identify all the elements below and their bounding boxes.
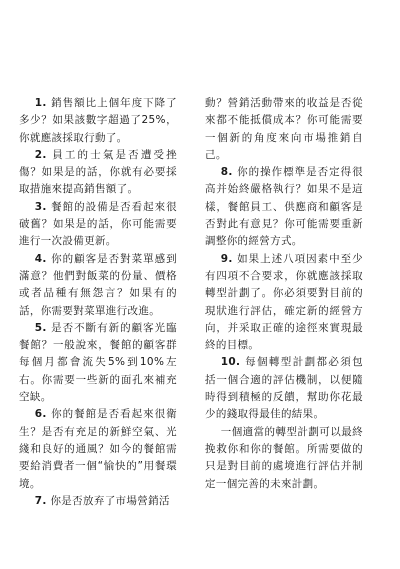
paragraph-2 [19,147,177,199]
paragraph-text: 你的操作標準是否定得很高并始終嚴格執行？如果不是這樣，餐館員工、供應商和顧客是否對此有意見？你可能需要重新調整你的經營方式。 [205,166,363,248]
paragraph-7-continued [205,95,363,164]
right-column [205,95,363,493]
paragraph-text: 你的餐館是否看起來很衛生？是否有充足的新鮮空氣、光綫和良好的通風？如今的餐館需要給消費者一個“愉快的”用餐環境。 [19,408,177,490]
paragraph-10 [205,354,363,423]
item-number: 2. [34,148,47,161]
left-column [19,95,177,510]
closing-paragraph [205,424,363,493]
item-number: 1. [34,97,47,109]
paragraph-text: 是否不斷有新的顧客光臨餐館？一般說來，餐館的顧客群每個月都會流失5%到10%左右。你需要一些新的面孔來補充空缺。 [19,321,177,404]
item-number: 9. [220,252,233,265]
item-number: 5. [34,321,47,334]
paragraph-text: 每個轉型計劃都必須包括一個合適的評估機制，以便隨時得到積極的反饋，幫助你花最少的錢取得最佳的結果。 [205,356,363,421]
paragraph-text: 銷售額比上個年度下降了多少？如果該數字超過了25%，你就應該採取行動了。 [19,97,177,144]
paragraph-text: 一個適當的轉型計劃可以最終挽救你和你的餐館。所需要做的只是對目前的處境進行評估并制定一個完善的未來計劃。 [205,425,363,490]
paragraph-5 [19,320,177,406]
paragraph-text: 如果上述八項因素中至少有四項不合要求，你就應該採取轉型計劃了。你必須要對目前的現狀進行評估，確定新的經營方向，并采取正確的途徑來實現最終的目標。 [205,252,363,352]
paragraph-1 [19,95,177,147]
paragraph-text: 你的顧客是否對菜單感到滿意？他們對飯菜的份量、價格或者品種有無怨言？如果有的話，你需要對菜單進行改進。 [19,252,177,317]
item-number: 4. [34,252,47,265]
paragraph-text: 餐館的設備是否看起來很破舊？如果是的話，你可能需要進行一次設備更新。 [19,200,177,248]
paragraph-text: 動？營銷活動帶來的收益是否從來都不能抵償成本？你可能需要一個新的角度來向市場推銷自己。 [205,97,363,161]
paragraph-text: 你是否放弃了市場營銷活 [50,494,170,507]
paragraph-7 [19,493,177,510]
paragraph-9 [205,251,363,355]
paragraph-6 [19,406,177,492]
paragraph-text: 員工的士氣是否遭受挫傷？如果是的話，你就有必要採取措施來提高銷售額了。 [19,148,177,196]
item-number: 6. [34,408,47,421]
item-number: 7. [34,494,47,507]
item-number: 8. [220,166,233,179]
paragraph-4 [19,251,177,320]
paragraph-3 [19,199,177,251]
item-number: 3. [34,200,47,213]
paragraph-8 [205,164,363,250]
item-number: 10. [220,356,241,369]
